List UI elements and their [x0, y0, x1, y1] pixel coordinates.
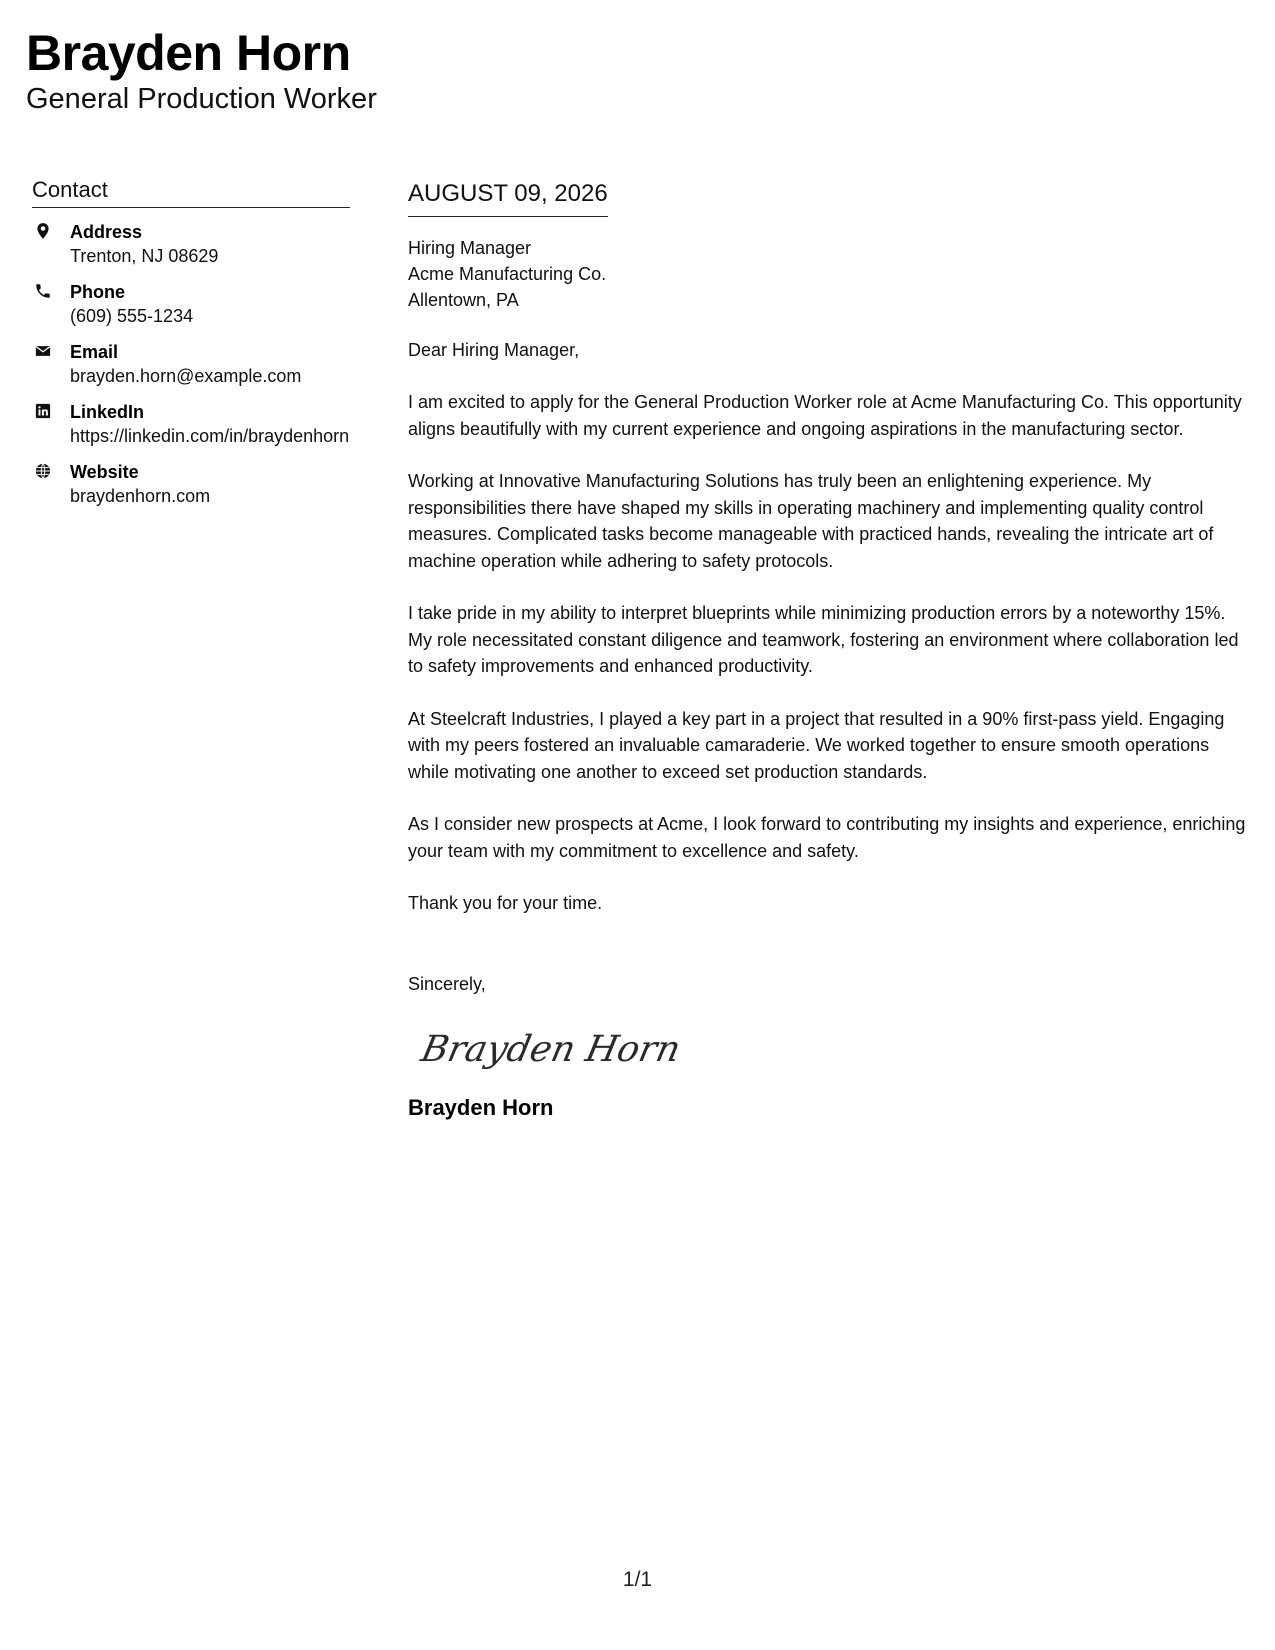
- resume-header: [26, 22, 377, 116]
- contact-item-email: [32, 340, 350, 388]
- letter-paragraph: Thank you for your time.: [408, 893, 603, 913]
- letter-paragraph: I am excited to apply for the General Production Worker role at Acme Manufacturing Co. This opportunity aligns beautifully with my current experience and ongoing aspirations in the manufacturing sector.: [408, 392, 1242, 439]
- job-title: General Production Worker: [26, 83, 377, 115]
- handwritten-signature: [417, 1021, 1250, 1077]
- letter-paragraph: Working at Innovative Manufacturing Solutions has truly been an enlightening experience. My responsibilities there have shaped my skills in operating machinery and implementing quality control measures. Complicated tasks become manageable with practiced hands, revealing the intricate art of machine operation while adhering to safety protocols.: [408, 471, 1214, 571]
- contact-sidebar: [32, 175, 350, 508]
- envelope-icon: [32, 340, 70, 388]
- phone-icon: [32, 280, 70, 328]
- recipient-block: [408, 235, 1250, 313]
- recipient-line: Allentown, PA: [408, 290, 519, 310]
- website-url[interactable]: braydenhorn.com: [70, 486, 211, 506]
- letter-paragraph: I take pride in my ability to interpret blueprints while minimizing production errors by a noteworthy 15%. My role necessitated constant diligence and teamwork, fostering an environment where collaboration led to safety improvements and enhanced productivity.: [408, 603, 1239, 676]
- phone-label: Phone: [70, 282, 126, 302]
- phone-value: (609) 555-1234: [70, 306, 194, 326]
- signer-name: Brayden Horn: [408, 1094, 554, 1120]
- email-value: brayden.horn@example.com: [70, 366, 302, 386]
- closing: Sincerely,: [408, 973, 486, 994]
- address-label: Address: [70, 222, 143, 242]
- recipient-line: Hiring Manager: [408, 238, 532, 258]
- linkedin-url[interactable]: https://linkedin.com/in/braydenhorn: [70, 426, 350, 446]
- contact-item-address: [32, 220, 350, 268]
- website-label: Website: [70, 462, 139, 482]
- linkedin-label: LinkedIn: [70, 402, 145, 422]
- globe-icon: [32, 460, 70, 508]
- page-number: 1/1: [622, 1568, 653, 1591]
- letter-paragraph: At Steelcraft Industries, I played a key part in a project that resulted in a 90% first-pass yield. Engaging with my peers fostered an invaluable camaraderie. We worked together to ensure smooth operations while motivating one another to exceed set production standards.: [408, 708, 1225, 782]
- linkedin-icon: [32, 400, 70, 448]
- letter-body: [408, 178, 1250, 1123]
- applicant-name: Brayden Horn: [26, 25, 351, 81]
- contact-item-phone: [32, 280, 350, 328]
- location-pin-icon: [32, 220, 70, 268]
- address-value: Trenton, NJ 08629: [70, 246, 219, 266]
- recipient-line: Acme Manufacturing Co.: [408, 264, 607, 284]
- contact-item-website: [32, 460, 350, 508]
- contact-heading: Contact: [32, 175, 350, 208]
- letter-paragraph: As I consider new prospects at Acme, I look forward to contributing my insights and experience, enriching your team with my commitment to excellence and safety.: [408, 814, 1246, 861]
- email-label: Email: [70, 342, 119, 362]
- contact-item-linkedin: [32, 400, 350, 448]
- svg-text:Brayden Horn: Brayden Horn: [417, 1026, 685, 1070]
- letter-date: AUGUST 09, 2026: [408, 178, 608, 217]
- salutation: Dear Hiring Manager,: [408, 340, 580, 360]
